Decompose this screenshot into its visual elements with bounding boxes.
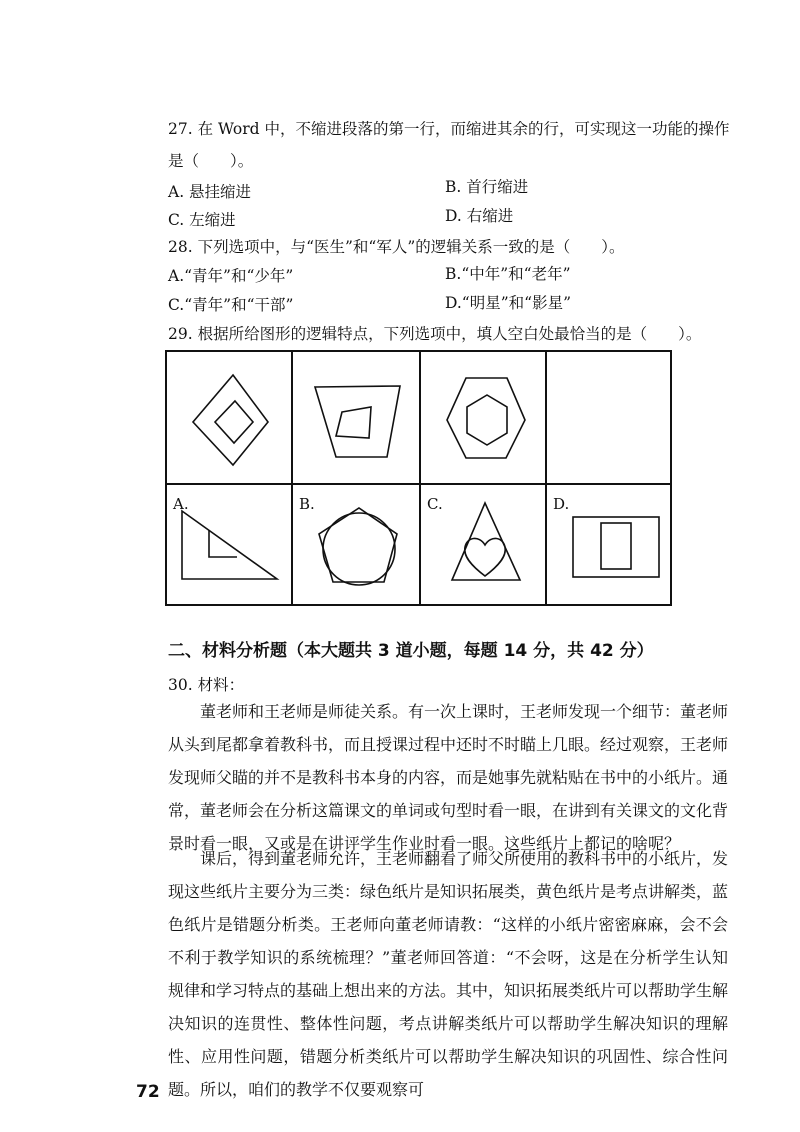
q27-stem-line2: 是（ ）。 [168, 152, 254, 170]
q27-stem-line1: 27. 在 Word 中，不缩进段落的第一行，而缩进其余的行，可实现这一功能的操作 [168, 120, 730, 138]
option-cell-d [547, 485, 670, 604]
figure-cell-2 [293, 352, 421, 485]
diamond-figure [167, 352, 293, 485]
q28-option-a: A.“青年”和“少年” [168, 267, 294, 285]
option-label-b: B. [299, 495, 315, 513]
q29-stem: 29. 根据所给图形的逻辑特点，下列选项中，填人空白处最恰当的是（ ）。 [168, 325, 702, 343]
q30-paragraph-1: 董老师和王老师是师徒关系。有一次上课时，王老师发现一个细节：董老师从头到尾都拿着教科书，而且授课过程中还时不时瞄上几眼。经过观察，王老师发现师父瞄的并不是教科书本身的内容，而是她事先就粘贴在书中的小纸片。通常，董老师会在分析这篇课文的单词或句型时看一眼，在讲到有关课文的文化背景时看一眼，又或是在讲评学生作业时看一眼。这些纸片上都记的啥呢？ [168, 702, 729, 853]
q27-option-c: C. 左缩进 [168, 211, 236, 229]
figure-cell-blank [547, 352, 670, 485]
triangle-heart-figure [421, 485, 547, 604]
pentagon-circle-figure [293, 485, 421, 604]
q28-option-c: C.“青年”和“干部” [168, 296, 294, 314]
triangle-figure [167, 485, 293, 604]
option-label-c: C. [427, 495, 443, 513]
q27-option-d: D. 右缩进 [445, 207, 514, 225]
q28-option-d: D.“明星”和“影星” [445, 294, 571, 312]
option-cell-a [167, 485, 293, 604]
option-cell-c [421, 485, 547, 604]
q27-option-b: B. 首行缩进 [445, 178, 529, 196]
q30-label: 30. 材料： [168, 676, 245, 694]
trapezoid-figure [293, 352, 421, 485]
figure-cell-1 [167, 352, 293, 485]
rectangle-figure [547, 485, 670, 604]
option-label-d: D. [553, 495, 570, 513]
hexagon-figure [421, 352, 547, 485]
q28-option-b: B.“中年”和“老年” [445, 265, 571, 283]
figure-grid [165, 350, 672, 606]
q30-paragraph-2: 课后，得到董老师允许，王老师翻看了师父所使用的教科书中的小纸片，发现这些纸片主要分为三类：绿色纸片是知识拓展类，黄色纸片是考点讲解类，蓝色纸片是错题分析类。王老师向董老师请教：“这样的小纸片密密麻麻，会不会不利于教学知识的系统梳理？”董老师回答道：“不会呀，这是在分析学生认知规律和学习特点的基础上想出来的方法。其中，知识拓展类纸片可以帮助学生解决知识的连贯性、整体性问题，考点讲解类纸片可以帮助学生解决知识的理解性、应用性问题，错题分析类纸片可以帮助学生解决知识的巩固性、综合性问题。所以，咱们的教学不仅要观察可 [168, 849, 729, 1099]
page-number: 72 [136, 1082, 160, 1102]
q28-stem: 28. 下列选项中，与“医生”和“军人”的逻辑关系一致的是（ ）。 [168, 238, 625, 256]
option-cell-b [293, 485, 421, 604]
figure-cell-3 [421, 352, 547, 485]
option-label-a: A. [173, 495, 189, 513]
q27-option-a: A. 悬挂缩进 [168, 183, 252, 201]
section-title: 二、材料分析题（本大题共 3 道小题，每题 14 分，共 42 分） [168, 641, 654, 661]
